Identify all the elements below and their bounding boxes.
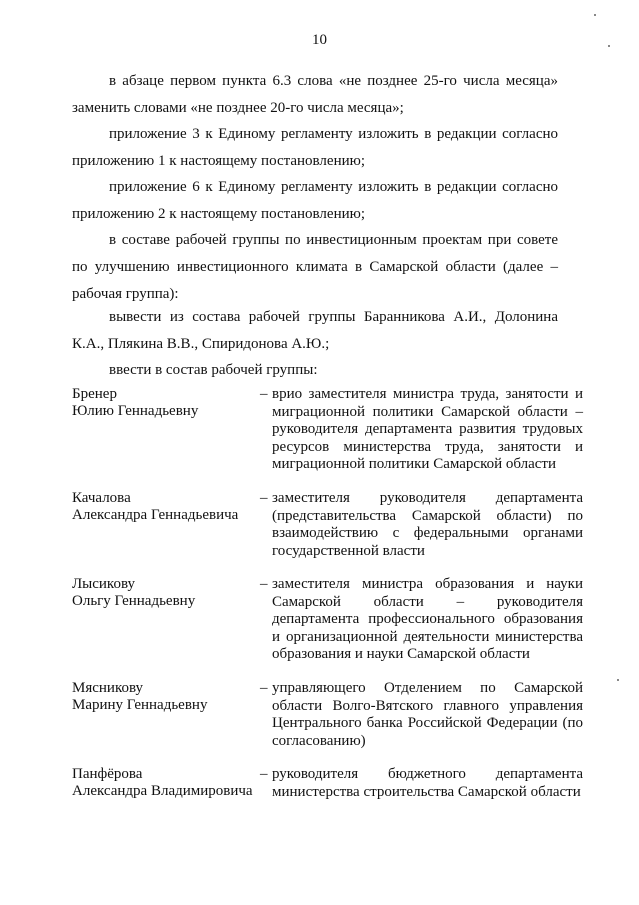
paragraph-remove-members <box>72 304 558 358</box>
dash: – <box>260 490 268 506</box>
paragraph-text: в абзаце первом пункта 6.3 слова «не позднее 25-го числа месяца» заменить словами «не позднее 20-го числа месяца»; <box>72 73 558 116</box>
member-given-name: Марину Геннадьевну <box>72 697 208 713</box>
paragraph-text: вывести из состава рабочей группы Баранникова А.И., Долонина К.А., Плякина В.В., Спиридонова А.Ю.; <box>72 309 558 352</box>
member-surname: Качалова <box>72 490 131 506</box>
paragraph-appendix-6 <box>72 174 558 228</box>
member-surname: Мясникову <box>72 680 144 696</box>
paragraph-add-members <box>72 357 558 384</box>
scan-speck <box>608 45 610 47</box>
paragraph-text: ввести в состав рабочей группы: <box>109 362 318 378</box>
paragraph-6-3 <box>72 68 558 122</box>
member-surname: Бренер <box>72 386 117 402</box>
member-name <box>72 766 262 800</box>
dash: – <box>260 766 268 782</box>
scan-speck <box>594 14 596 16</box>
member-name <box>72 386 262 420</box>
page-number: 10 <box>312 32 327 48</box>
paragraph-working-group <box>72 227 558 308</box>
member-surname: Панфёрова <box>72 766 143 782</box>
member-surname: Лысикову <box>72 576 136 592</box>
member-name <box>72 680 262 714</box>
member-given-name: Ольгу Геннадьевну <box>72 593 196 609</box>
member-position: врио заместителя министра труда, занятости и миграционной политики Самарской области – руководителя департамента развития трудовых ресурсов министерства труда, занятости и миграционной политики Самарской области <box>272 386 583 472</box>
dash: – <box>260 576 268 592</box>
member-given-name: Александра Геннадьевича <box>72 507 239 523</box>
member-position: заместителя министра образования и науки Самарской области – руководителя департамента профессионального образования и организационной деятельности министерства образования и науки Самарской области <box>272 576 583 662</box>
member-position: заместителя руководителя департамента (представительства Самарской области) по взаимодействию с федеральными органами государственной власти <box>272 490 583 559</box>
paragraph-text: приложение 6 к Единому регламенту изложить в редакции согласно приложению 2 к настоящему постановлению; <box>72 179 558 222</box>
member-position: управляющего Отделением по Самарской области Волго-Вятского главного управления Центрального банка Российской Федерации (по согласованию) <box>272 680 583 749</box>
paragraph-appendix-3 <box>72 121 558 175</box>
member-given-name: Юлию Геннадьевну <box>72 403 199 419</box>
member-name <box>72 490 262 524</box>
scan-speck <box>617 679 619 681</box>
dash: – <box>260 680 268 696</box>
member-given-name: Александра Владимировича <box>72 783 253 799</box>
member-position: руководителя бюджетного департамента министерства строительства Самарской области <box>272 766 583 800</box>
paragraph-text: в составе рабочей группы по инвестиционным проектам при совете по улучшению инвестиционного климата в Самарской области (далее – рабочая группа): <box>72 232 558 302</box>
paragraph-text: приложение 3 к Единому регламенту изложить в редакции согласно приложению 1 к настоящему постановлению; <box>72 126 558 169</box>
member-name <box>72 576 262 610</box>
dash: – <box>260 386 268 402</box>
